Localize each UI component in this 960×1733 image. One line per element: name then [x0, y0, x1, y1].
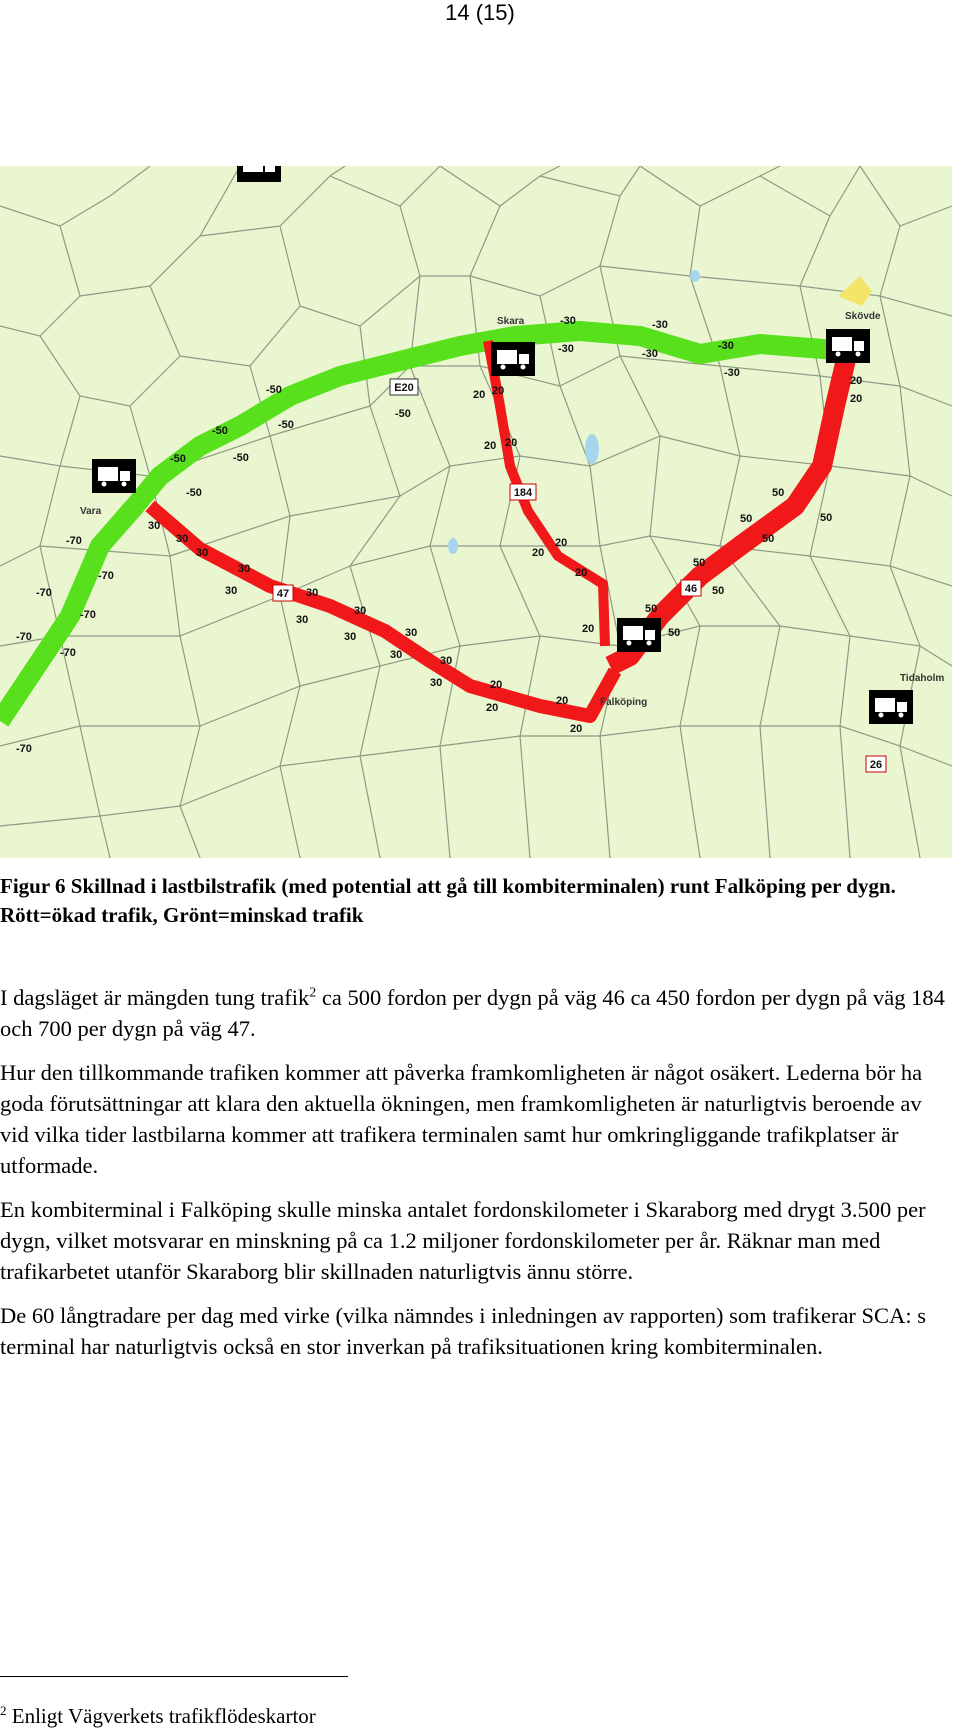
- road-shield-26: [866, 756, 886, 772]
- road-shield-46-label: 46: [684, 583, 698, 595]
- footnote: [0, 1703, 316, 1729]
- volume-label: 20: [473, 389, 486, 401]
- footnote-divider: [0, 1676, 348, 1677]
- place-label-vara: Vara: [80, 506, 102, 517]
- volume-label: 50: [772, 487, 785, 499]
- lake: [585, 434, 599, 464]
- volume-label: 30: [176, 533, 189, 545]
- paragraph-4: De 60 långtradare per dag med virke (vilka nämndes i inledningen av rapporten) som trafikerar SCA: s terminal har naturligtvis också en stor inverkan på trafiksituationen kring kombiterminalen.: [0, 1303, 926, 1359]
- volume-label: 20: [575, 567, 588, 579]
- volume-label: -50: [212, 425, 228, 437]
- volume-label: -70: [66, 535, 82, 547]
- volume-label: -70: [80, 609, 96, 621]
- volume-label: 20: [532, 547, 545, 559]
- place-label-tidaholm: Tidaholm: [900, 673, 945, 684]
- volume-label: 50: [762, 533, 775, 545]
- volume-label: 20: [850, 393, 863, 405]
- volume-label: 50: [668, 627, 681, 639]
- volume-label: -50: [186, 487, 202, 499]
- volume-label: 30: [390, 649, 403, 661]
- volume-label: 50: [740, 513, 753, 525]
- footnote-text: Enligt Vägverkets trafikflödeskartor: [6, 1704, 316, 1728]
- volume-label: 30: [296, 614, 309, 626]
- paragraph-1-text: I dagsläget är mängden tung trafik: [0, 985, 310, 1010]
- volume-label: -50: [395, 408, 411, 420]
- volume-label: -70: [98, 570, 114, 582]
- volume-label: 20: [555, 537, 568, 549]
- volume-label: -70: [16, 631, 32, 643]
- body-text: [0, 982, 945, 1375]
- volume-label: 30: [354, 605, 367, 617]
- volume-label: 20: [505, 437, 518, 449]
- volume-label: 30: [344, 631, 357, 643]
- volume-label: 20: [582, 623, 595, 635]
- volume-label: -30: [718, 340, 734, 352]
- volume-label: -30: [558, 343, 574, 355]
- truck-icon: [92, 459, 136, 493]
- road-shield-26-label: 26: [869, 759, 883, 771]
- traffic-map-svg: [0, 166, 952, 858]
- traffic-map: [0, 166, 952, 858]
- place-label-skovde: Skövde: [845, 311, 881, 322]
- volume-label: 20: [490, 679, 503, 691]
- volume-label: 20: [484, 440, 497, 452]
- volume-label: 20: [492, 385, 505, 397]
- volume-label: 30: [148, 520, 161, 532]
- truck-icon: [491, 342, 535, 376]
- truck-icon: [617, 618, 661, 652]
- volume-label: 30: [430, 677, 443, 689]
- volume-label: 30: [306, 587, 319, 599]
- figure-caption: Figur 6 Skillnad i lastbilstrafik (med potential att gå till kombiterminalen) runt Falköping per dygn. Rött=ökad trafik, Grönt=minskad trafik: [0, 874, 896, 927]
- volume-label: -70: [36, 587, 52, 599]
- paragraph-2: Hur den tillkommande trafiken kommer att påverka framkomligheten är något osäkert. Lederna bör ha goda förutsättningar att klara den aktuella ökningen, men framkomligheten är naturligtvis beroende av vid vilka tider lastbilarna kommer att trafikera terminalen samt hur omkringliggande trafikplatser är utformade.: [0, 1060, 923, 1178]
- volume-label: -70: [60, 647, 76, 659]
- volume-label: -30: [560, 315, 576, 327]
- page-number: 14 (15): [445, 0, 515, 25]
- lake: [448, 538, 458, 554]
- volume-label: 30: [238, 563, 251, 575]
- road-shield-47-label: 47: [276, 588, 290, 600]
- volume-label: -30: [652, 319, 668, 331]
- volume-label: -30: [724, 367, 740, 379]
- paragraph-3: En kombiterminal i Falköping skulle minska antalet fordonskilometer i Skaraborg med drygt 3.500 per dygn, vilket motsvarar en minskning på ca 1.2 miljoner fordonskilometer per år. Räknar man med trafikarbetet utanför Skaraborg blir skillnaden naturligtvis ännu större.: [0, 1197, 926, 1284]
- volume-label: -50: [266, 384, 282, 396]
- volume-label: 50: [645, 603, 658, 615]
- volume-label: 20: [570, 723, 583, 735]
- paragraph-1: [0, 982, 945, 1044]
- volume-label: -30: [642, 348, 658, 360]
- truck-icon: [826, 329, 870, 363]
- paragraph-1-text-cont: ca 500 fordon per dygn på väg 46 ca 450 fordon per dygn på väg 184 och 700 per dygn på väg 47.: [0, 985, 945, 1041]
- volume-label: 50: [712, 585, 725, 597]
- road-shield-184-label: 184: [513, 487, 533, 499]
- road-shield-e20-label: E20: [394, 382, 414, 394]
- volume-label: 30: [405, 627, 418, 639]
- volume-label: 20: [556, 695, 569, 707]
- road-shield-46: [681, 580, 701, 596]
- lake: [690, 270, 700, 282]
- footnote-reference[interactable]: 2: [309, 985, 317, 1001]
- truck-icon: [237, 166, 281, 182]
- place-label-skara: Skara: [497, 316, 525, 327]
- volume-label: 50: [820, 512, 833, 524]
- volume-label: 20: [486, 702, 499, 714]
- volume-label: -50: [170, 453, 186, 465]
- volume-label: -70: [16, 743, 32, 755]
- volume-label: 20: [850, 375, 863, 387]
- road-shield-184: [510, 484, 536, 500]
- truck-icon: [869, 690, 913, 724]
- road-shield-e20: [390, 379, 418, 395]
- footnote-number: 2: [0, 1703, 7, 1718]
- volume-label: 30: [440, 655, 453, 667]
- road-shield-47: [273, 585, 293, 601]
- volume-label: -50: [233, 452, 249, 464]
- volume-label: -50: [278, 419, 294, 431]
- place-label-falkoping: Falköping: [600, 697, 648, 708]
- volume-label: 50: [693, 557, 706, 569]
- volume-label: 30: [225, 585, 238, 597]
- volume-label: 30: [196, 547, 209, 559]
